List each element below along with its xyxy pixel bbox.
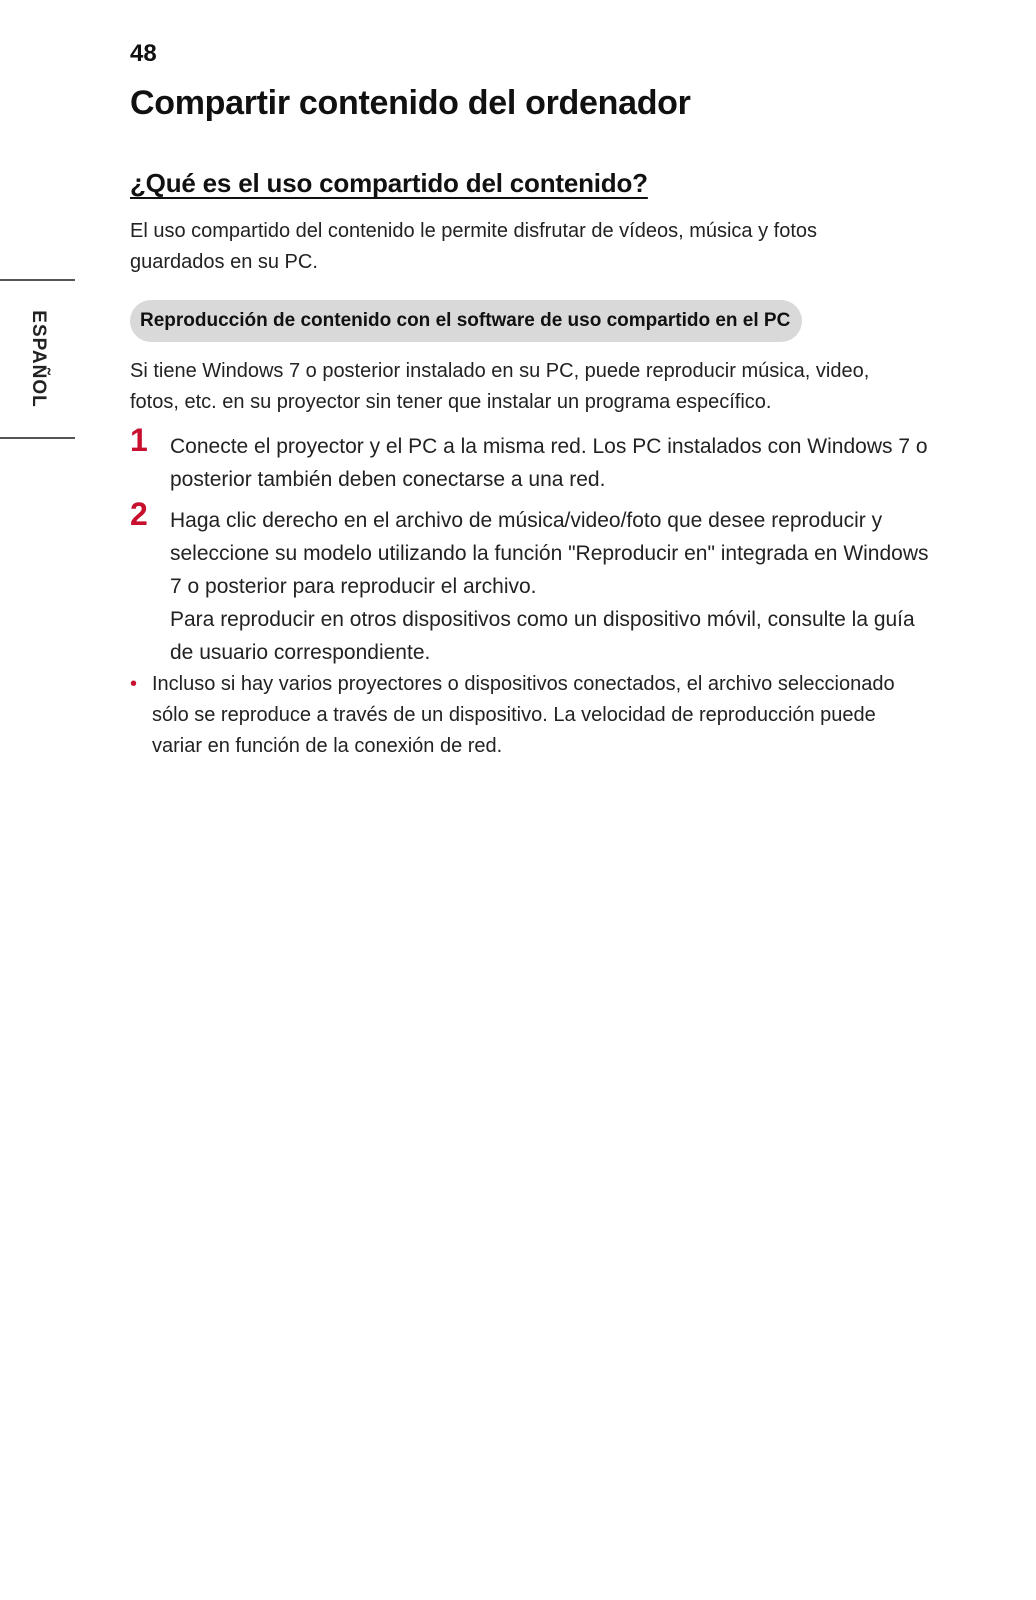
step-text: Conecte el proyector y el PC a la misma red. Los PC instalados con Windows 7 o posterior también deben conectarse a una red. [170,435,928,491]
step-number: 1 [130,422,148,458]
subheading-pill [130,300,802,342]
bullet-note [130,669,910,762]
step-text: Haga clic derecho en el archivo de música/video/foto que desee reproducir y seleccione su modelo utilizando la función "Reproducir en" integrada en Windows 7 o posterior para reproducir el archivo. [170,509,929,598]
bullet-marker: • [130,673,138,695]
language-side-tab [0,279,75,439]
step-number: 2 [130,496,148,532]
step-note: Para reproducir en otros dispositivos como un dispositivo móvil, consulte la guía de usuario correspondiente. [170,608,915,664]
step-2 [130,496,930,669]
bullet-text: Incluso si hay varios proyectores o dispositivos conectados, el archivo seleccionado sólo se reproduce a través de un dispositivo. La velocidad de reproducción puede variar en función de la conexión de red. [152,673,895,757]
language-label: ESPAÑOL [27,310,49,408]
section-heading: ¿Qué es el uso compartido del contenido? [130,168,648,198]
subheading-text: Reproducción de contenido con el software de uso compartido en el PC [140,310,791,331]
step-1 [130,422,930,496]
page-number: 48 [130,40,157,67]
body-paragraph: Si tiene Windows 7 o posterior instalado en su PC, puede reproducir música, video, fotos, etc. en su proyector sin tener que instalar un programa específico. [130,360,870,413]
intro-paragraph: El uso compartido del contenido le permite disfrutar de vídeos, música y fotos guardados en su PC. [130,220,818,273]
page-title: Compartir contenido del ordenador [130,84,691,122]
